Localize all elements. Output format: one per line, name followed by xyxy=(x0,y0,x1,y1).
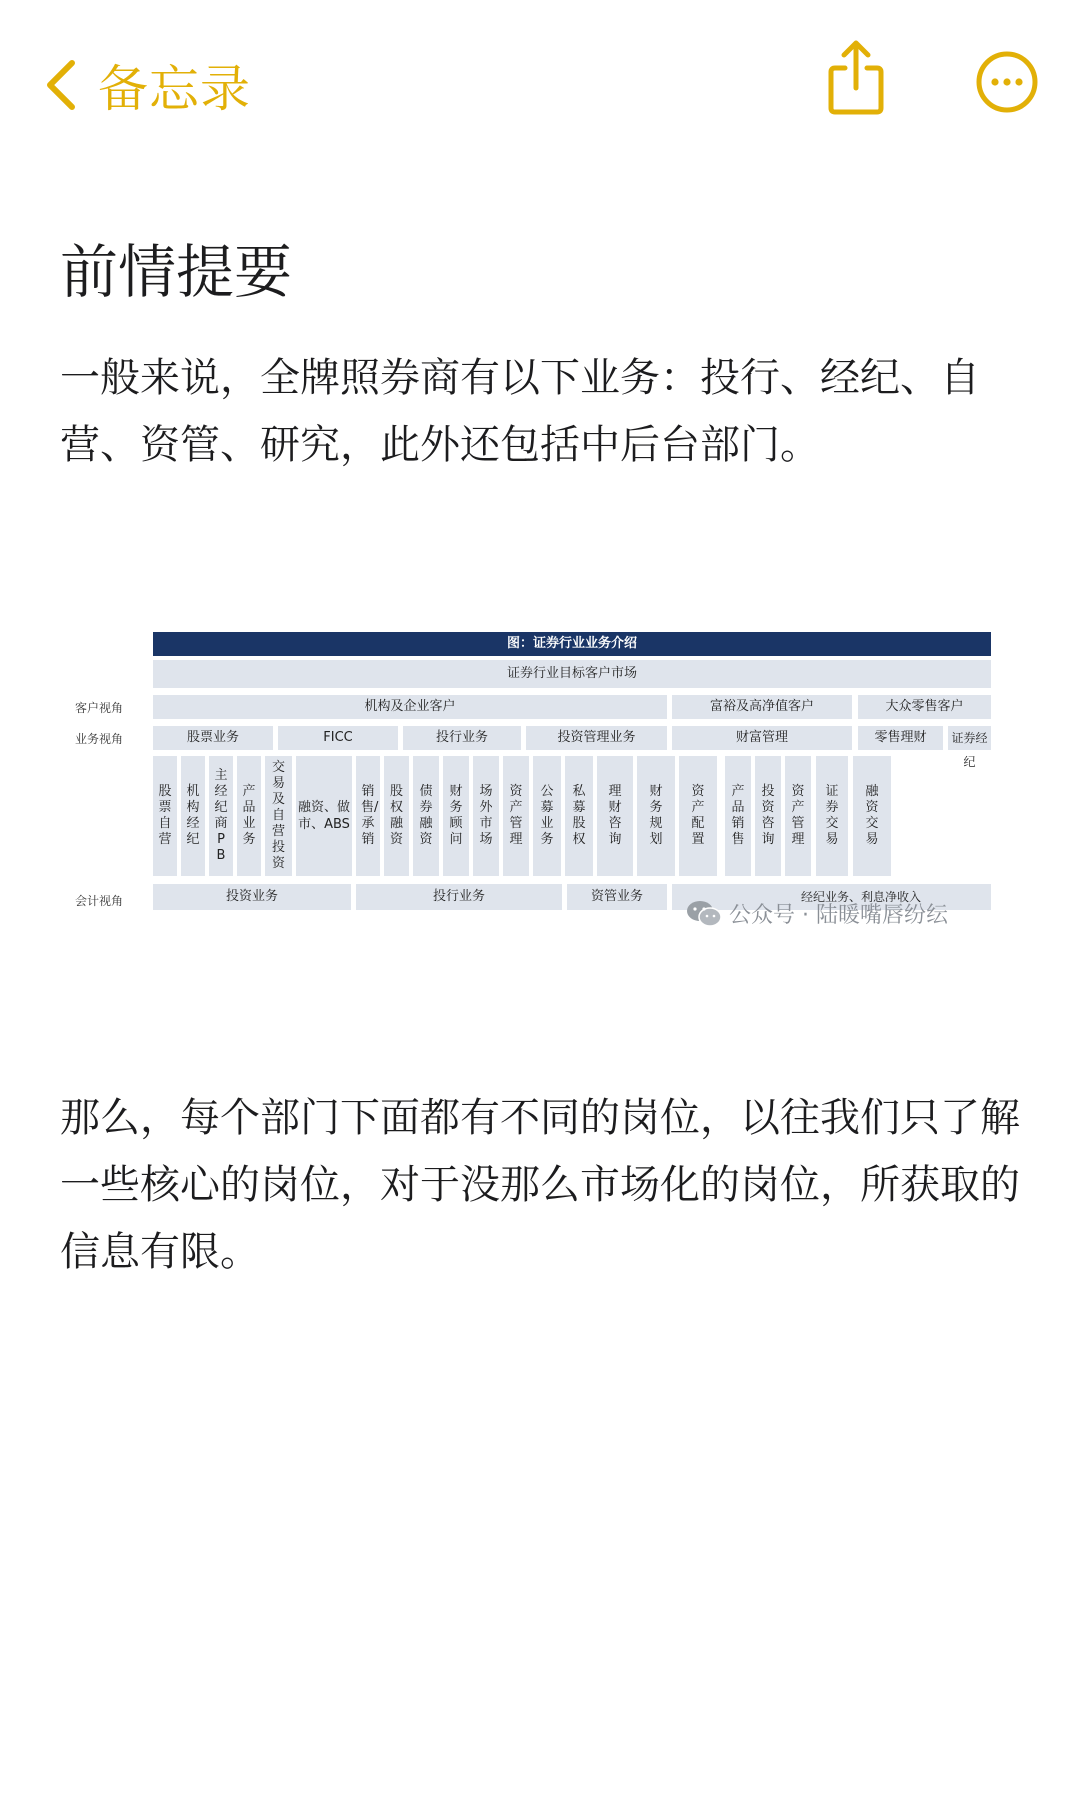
detail-item: 交易及自营投资 xyxy=(265,756,292,876)
detail-item: 股票自营 xyxy=(153,756,177,876)
detail-item: 财务顾问 xyxy=(443,756,469,876)
detail-item: 债券融资 xyxy=(413,756,439,876)
back-button[interactable] xyxy=(42,50,251,120)
chevron-left-icon xyxy=(42,57,82,113)
note-paragraph-1: 一般来说，全牌照券商有以下业务：投行、经纪、自营、资管、研究，此外还包括中后台部门。 xyxy=(60,355,980,468)
business-line: 零售理财 xyxy=(858,726,943,750)
business-line: 证券经纪 xyxy=(948,726,991,750)
accounting-segment: 投资业务 xyxy=(153,884,351,910)
business-diagram-image xyxy=(60,630,995,930)
detail-item: 证券交易 xyxy=(816,756,848,876)
detail-item: 理财咨询 xyxy=(597,756,633,876)
detail-item: 财务规划 xyxy=(637,756,675,876)
row-label-business: 业务视角 xyxy=(75,732,124,746)
accounting-segment: 投行业务 xyxy=(356,884,562,910)
row-label-accounting: 会计视角 xyxy=(75,894,124,908)
wechat-icon xyxy=(685,899,723,929)
client-segment: 富裕及高净值客户 xyxy=(672,695,852,719)
detail-item: 销售/承销 xyxy=(356,756,380,876)
detail-item: 投资咨询 xyxy=(755,756,781,876)
row-label-client: 客户视角 xyxy=(75,701,124,715)
detail-item: 公募业务 xyxy=(533,756,561,876)
detail-item: 融资交易 xyxy=(853,756,891,876)
diagram-market: 证券行业目标客户市场 xyxy=(153,660,991,688)
share-button[interactable] xyxy=(825,38,887,116)
detail-item: 资产配置 xyxy=(679,756,717,876)
share-icon xyxy=(825,38,887,116)
detail-item: 股权融资 xyxy=(384,756,409,876)
watermark xyxy=(685,898,948,929)
navigation-bar xyxy=(0,0,1080,170)
note-paragraph-2: 那么，每个部门下面都有不同的岗位，以往我们只了解一些核心的岗位，对于没那么市场化的岗位，所获取的信息有限。 xyxy=(60,1095,1020,1275)
accounting-segment: 资管业务 xyxy=(567,884,667,910)
detail-item: 资产管理 xyxy=(503,756,529,876)
more-button[interactable] xyxy=(975,50,1039,114)
back-label: 备忘录 xyxy=(98,60,251,118)
client-segment: 大众零售客户 xyxy=(858,695,991,719)
more-icon xyxy=(975,50,1039,114)
client-segment: 机构及企业客户 xyxy=(153,695,667,719)
detail-item: 机构经纪 xyxy=(181,756,205,876)
business-line: FICC xyxy=(278,726,398,750)
diagram-header: 图：证券行业业务介绍 xyxy=(153,632,991,656)
detail-item: 产品业务 xyxy=(237,756,261,876)
business-line: 投行业务 xyxy=(403,726,521,750)
business-line: 股票业务 xyxy=(153,726,273,750)
detail-item: 场外市场 xyxy=(473,756,499,876)
detail-item: 私募股权 xyxy=(565,756,593,876)
business-line: 财富管理 xyxy=(672,726,852,750)
note-title: 前情提要 xyxy=(60,238,293,306)
accounting-segment: 经纪业务、利息净收入 xyxy=(672,884,991,910)
watermark-text: 公众号 · 陆暖嘴唇纷纭 xyxy=(729,903,948,928)
detail-item: 资产管理 xyxy=(785,756,811,876)
detail-item: 融资、做市、ABS xyxy=(296,756,352,876)
detail-item: 产品销售 xyxy=(725,756,751,876)
business-line: 投资管理业务 xyxy=(526,726,667,750)
detail-item: 主经纪商PB xyxy=(209,756,233,876)
